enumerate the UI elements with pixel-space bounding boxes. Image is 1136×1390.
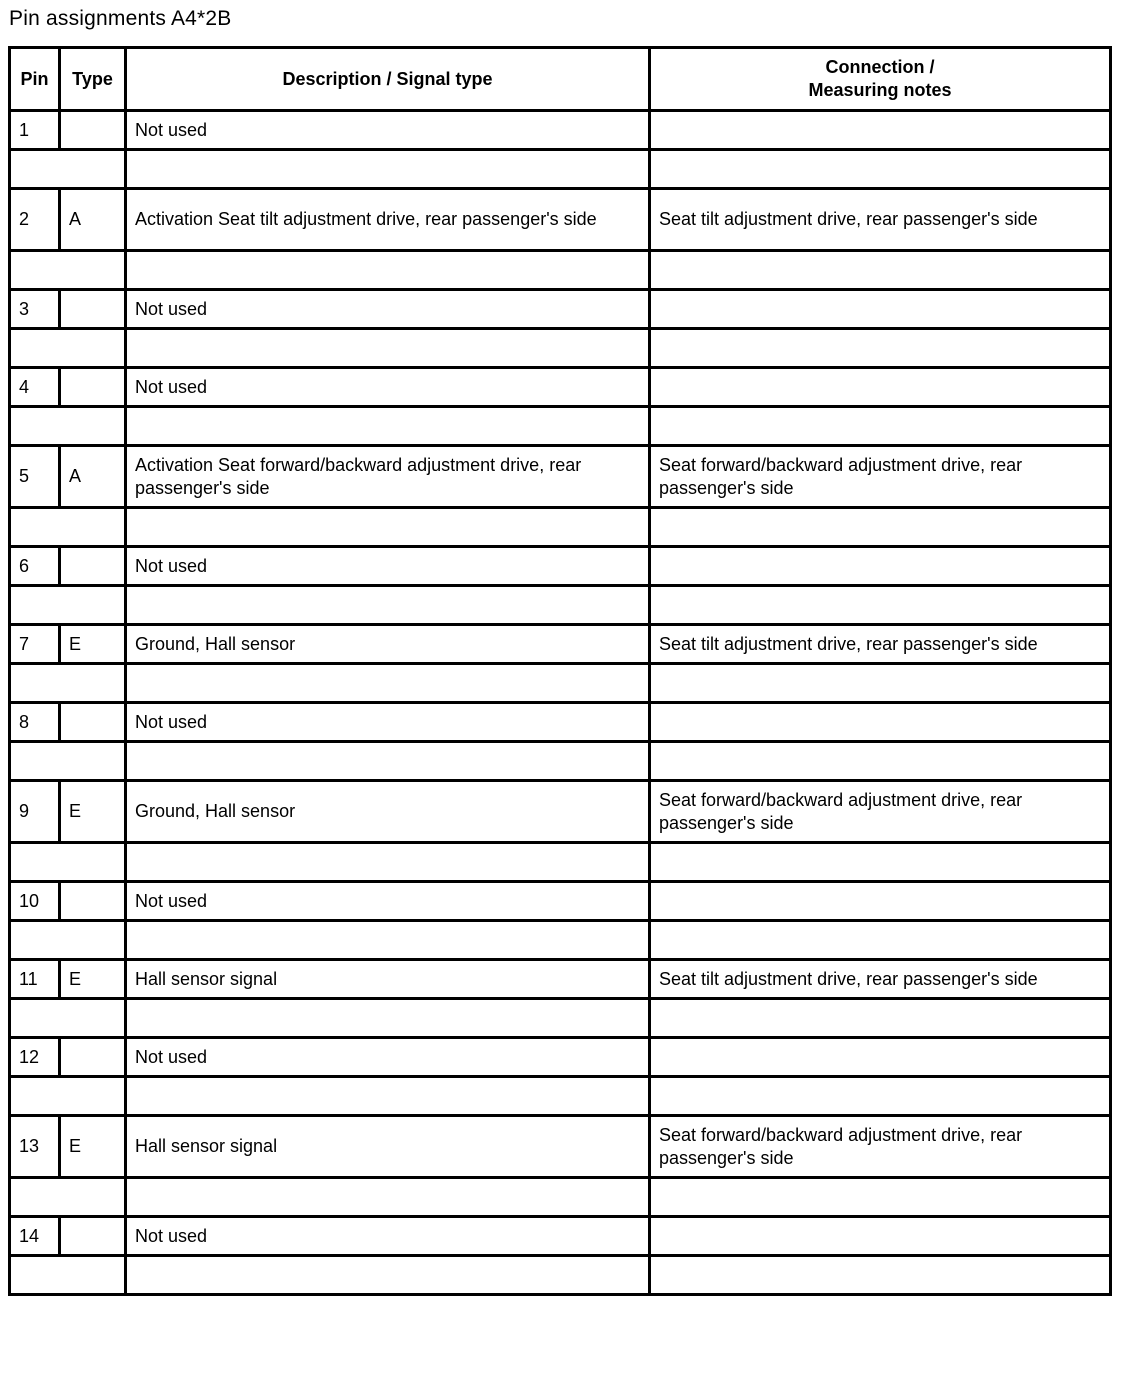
description-cell: Not used [126,547,650,586]
description-cell: Hall sensor signal [126,960,650,999]
spacer-cell [10,1178,126,1217]
pin-cell: 13 [10,1116,60,1178]
spacer-row [10,586,1111,625]
type-cell: E [60,781,126,843]
spacer-cell [650,150,1111,189]
pin-column-header: Pin [10,48,60,111]
connection-cell: Seat tilt adjustment drive, rear passenger's side [650,625,1111,664]
table-body [10,111,1111,1295]
type-column-header: Type [60,48,126,111]
spacer-cell [126,1178,650,1217]
description-cell: Not used [126,368,650,407]
connection-header-line1: Connection / [825,57,935,77]
type-cell [60,547,126,586]
spacer-row [10,1256,1111,1295]
spacer-cell [10,664,126,703]
connection-cell: Seat forward/backward adjustment drive, rear passenger's side [650,1116,1111,1178]
description-cell: Hall sensor signal [126,1116,650,1178]
spacer-cell [10,508,126,547]
type-cell: E [60,960,126,999]
spacer-row [10,921,1111,960]
spacer-cell [10,329,126,368]
type-cell: A [60,446,126,508]
spacer-cell [10,1077,126,1116]
spacer-row [10,742,1111,781]
table-row [10,960,1111,999]
spacer-cell [650,586,1111,625]
description-cell: Ground, Hall sensor [126,625,650,664]
spacer-cell [650,664,1111,703]
spacer-cell [650,1178,1111,1217]
spacer-row [10,843,1111,882]
pin-cell: 9 [10,781,60,843]
spacer-cell [650,843,1111,882]
connection-cell [650,290,1111,329]
description-cell: Not used [126,703,650,742]
spacer-cell [650,921,1111,960]
description-column-header: Description / Signal type [126,48,650,111]
pin-cell: 8 [10,703,60,742]
type-cell: E [60,625,126,664]
type-cell [60,290,126,329]
spacer-row [10,1178,1111,1217]
type-cell [60,1217,126,1256]
spacer-cell [126,407,650,446]
type-cell: A [60,189,126,251]
spacer-cell [10,586,126,625]
spacer-cell [126,329,650,368]
description-cell: Not used [126,290,650,329]
spacer-row [10,251,1111,290]
spacer-row [10,999,1111,1038]
connection-cell: Seat forward/backward adjustment drive, rear passenger's side [650,446,1111,508]
spacer-row [10,508,1111,547]
type-cell [60,368,126,407]
spacer-row [10,664,1111,703]
connection-cell [650,1217,1111,1256]
spacer-cell [650,1256,1111,1295]
connection-cell: Seat forward/backward adjustment drive, rear passenger's side [650,781,1111,843]
table-row [10,781,1111,843]
spacer-cell [126,843,650,882]
pin-cell: 5 [10,446,60,508]
table-row [10,1038,1111,1077]
spacer-cell [650,742,1111,781]
pin-cell: 7 [10,625,60,664]
description-cell: Ground, Hall sensor [126,781,650,843]
pin-cell: 12 [10,1038,60,1077]
spacer-cell [10,843,126,882]
spacer-cell [650,508,1111,547]
pin-cell: 11 [10,960,60,999]
pin-cell: 10 [10,882,60,921]
connection-cell [650,547,1111,586]
pin-cell: 6 [10,547,60,586]
spacer-row [10,150,1111,189]
spacer-cell [650,1077,1111,1116]
spacer-cell [126,999,650,1038]
connection-cell [650,368,1111,407]
description-cell: Activation Seat forward/backward adjustment drive, rear passenger's side [126,446,650,508]
spacer-cell [10,742,126,781]
table-row [10,189,1111,251]
type-cell: E [60,1116,126,1178]
spacer-cell [126,508,650,547]
table-row [10,290,1111,329]
spacer-cell [10,1256,126,1295]
table-row [10,111,1111,150]
spacer-row [10,1077,1111,1116]
table-header-row [10,48,1111,111]
spacer-cell [126,921,650,960]
spacer-cell [126,1256,650,1295]
description-cell: Not used [126,1217,650,1256]
table-row [10,625,1111,664]
spacer-cell [126,742,650,781]
description-cell: Not used [126,111,650,150]
spacer-cell [126,664,650,703]
spacer-cell [650,999,1111,1038]
type-cell [60,882,126,921]
connection-cell [650,111,1111,150]
type-cell [60,111,126,150]
type-cell [60,703,126,742]
connection-column-header [650,48,1111,111]
table-row [10,1116,1111,1178]
spacer-cell [126,586,650,625]
table-row [10,368,1111,407]
description-cell: Not used [126,1038,650,1077]
spacer-cell [126,251,650,290]
spacer-cell [10,150,126,189]
spacer-cell [650,407,1111,446]
spacer-cell [10,921,126,960]
spacer-cell [10,999,126,1038]
description-cell: Not used [126,882,650,921]
table-row [10,1217,1111,1256]
connection-header-line2: Measuring notes [808,80,952,100]
connection-cell [650,1038,1111,1077]
connection-cell [650,882,1111,921]
table-row [10,547,1111,586]
connection-cell [650,703,1111,742]
spacer-cell [10,251,126,290]
spacer-cell [126,150,650,189]
spacer-cell [126,1077,650,1116]
type-cell [60,1038,126,1077]
pin-cell: 4 [10,368,60,407]
spacer-cell [10,407,126,446]
page-title: Pin assignments A4*2B [9,7,232,30]
spacer-row [10,329,1111,368]
pin-cell: 1 [10,111,60,150]
spacer-cell [650,251,1111,290]
table-row [10,446,1111,508]
pin-cell: 3 [10,290,60,329]
pin-cell: 14 [10,1217,60,1256]
pin-assignment-table [8,46,1112,1296]
table-row [10,882,1111,921]
connection-cell: Seat tilt adjustment drive, rear passenger's side [650,189,1111,251]
spacer-cell [650,329,1111,368]
pin-cell: 2 [10,189,60,251]
table-row [10,703,1111,742]
connection-cell: Seat tilt adjustment drive, rear passenger's side [650,960,1111,999]
description-cell: Activation Seat tilt adjustment drive, rear passenger's side [126,189,650,251]
spacer-row [10,407,1111,446]
